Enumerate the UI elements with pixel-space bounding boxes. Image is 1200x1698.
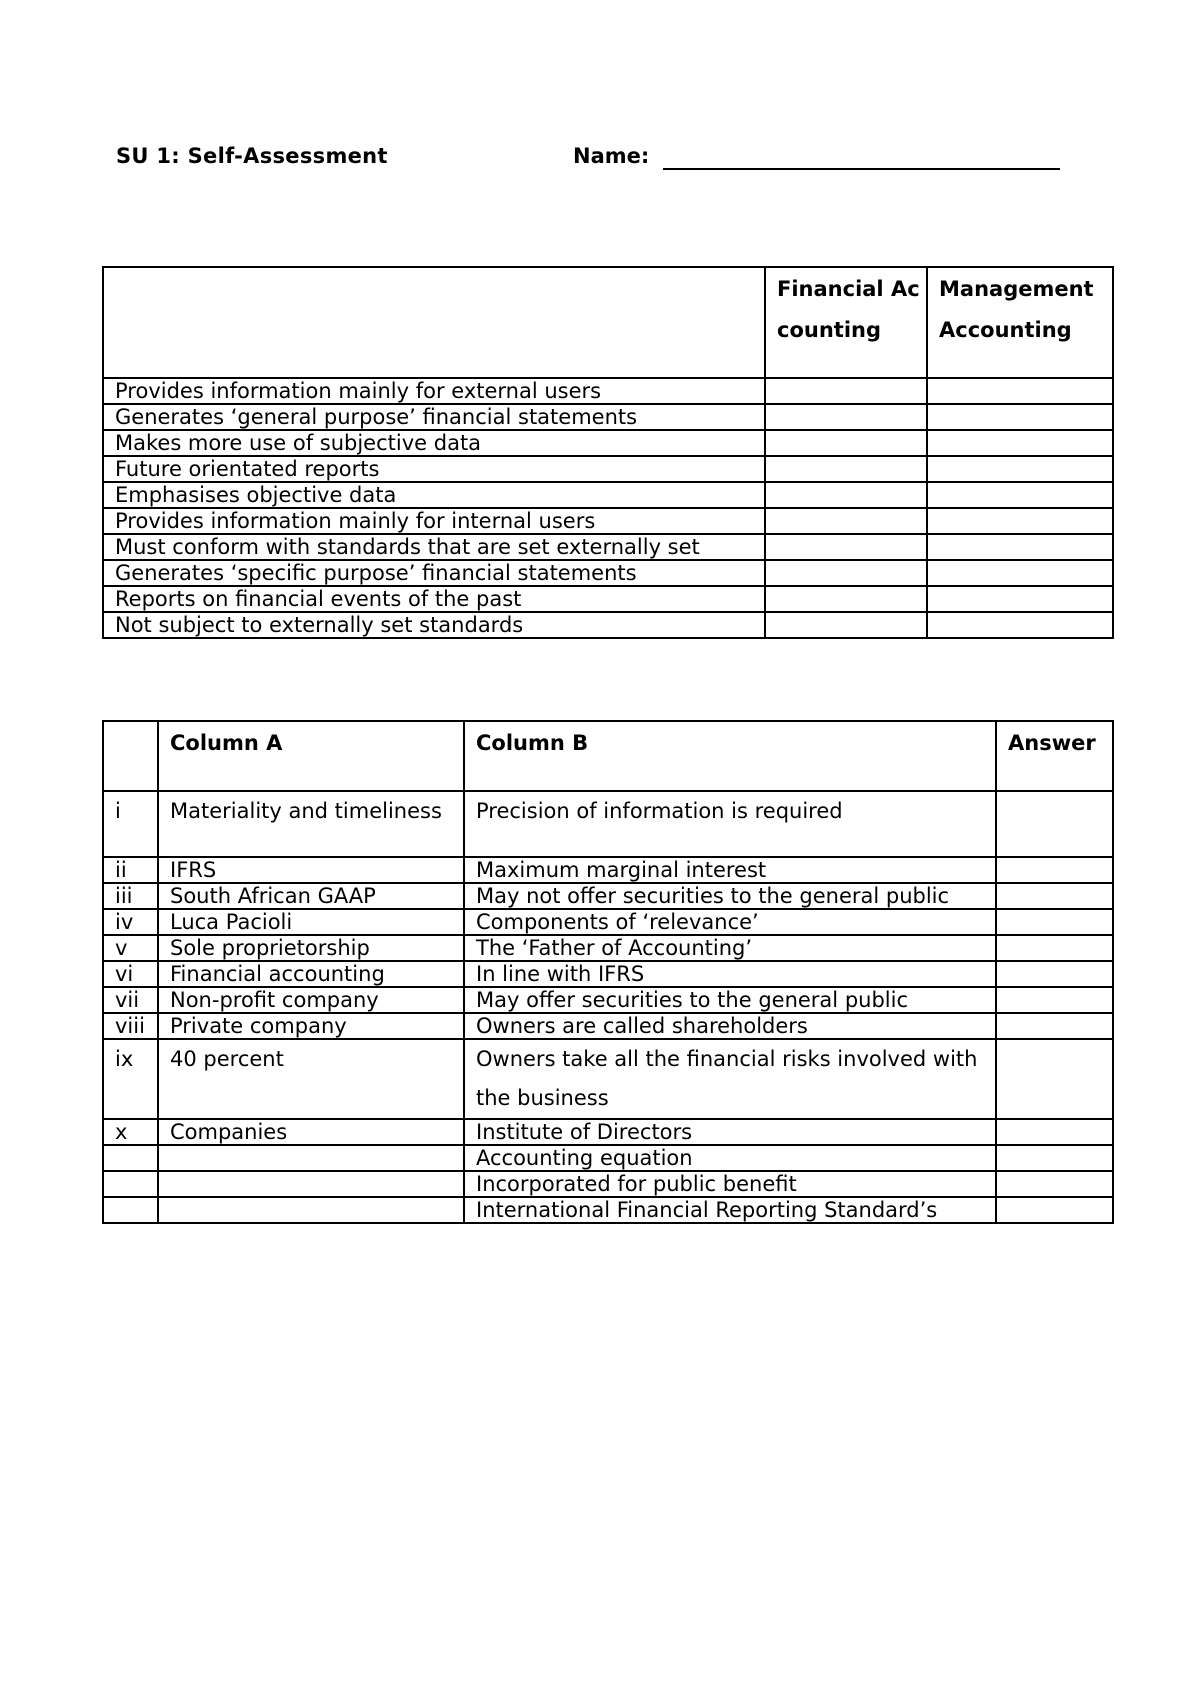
answer-cell[interactable]: [996, 791, 1113, 857]
answer-cell[interactable]: [996, 909, 1113, 935]
table-row: [103, 378, 1113, 404]
table-row: [103, 987, 1113, 1013]
answer-cell[interactable]: [996, 1197, 1113, 1223]
management-accounting-answer-cell[interactable]: [927, 456, 1113, 482]
table-row: [103, 961, 1113, 987]
row-number-cell: vi: [103, 961, 158, 987]
table-row: [103, 1145, 1113, 1171]
management-accounting-answer-cell[interactable]: [927, 534, 1113, 560]
column-b-cell: Incorporated for public benefit: [464, 1171, 996, 1197]
financial-accounting-answer-cell[interactable]: [765, 586, 927, 612]
financial-accounting-answer-cell[interactable]: [765, 404, 927, 430]
table-row: [103, 482, 1113, 508]
table-row: [103, 586, 1113, 612]
name-label: Name:: [573, 144, 650, 168]
financial-accounting-answer-cell[interactable]: [765, 534, 927, 560]
column-b-cell: Maximum marginal interest: [464, 857, 996, 883]
row-number-cell: viii: [103, 1013, 158, 1039]
table-row: [103, 456, 1113, 482]
table-header-row: [103, 721, 1113, 791]
column-b-cell: Components of ‘relevance’: [464, 909, 996, 935]
financial-accounting-answer-cell[interactable]: [765, 456, 927, 482]
column-b-cell: May offer securities to the general public: [464, 987, 996, 1013]
table-row: [103, 791, 1113, 857]
management-accounting-answer-cell[interactable]: [927, 508, 1113, 534]
table-row: [103, 1197, 1113, 1223]
column-b-cell: Owners take all the financial risks involved with the business: [464, 1039, 996, 1119]
statement-cell: Generates ‘specific purpose’ financial statements: [103, 560, 765, 586]
column-b-cell: The ‘Father of Accounting’: [464, 935, 996, 961]
column-a-cell: South African GAAP: [158, 883, 464, 909]
answer-cell[interactable]: [996, 935, 1113, 961]
statement-cell: Future orientated reports: [103, 456, 765, 482]
answer-cell[interactable]: [996, 1013, 1113, 1039]
statement-cell: Emphasises objective data: [103, 482, 765, 508]
matching-table: [102, 720, 1114, 1224]
accounting-comparison-table: [102, 266, 1114, 639]
table-row: [103, 883, 1113, 909]
column-a-cell: Financial accounting: [158, 961, 464, 987]
row-number-cell: x: [103, 1119, 158, 1145]
statement-cell: Provides information mainly for external users: [103, 378, 765, 404]
financial-accounting-answer-cell[interactable]: [765, 430, 927, 456]
column-a-cell: [158, 1197, 464, 1223]
header-column-a: Column A: [158, 721, 464, 791]
header-number: [103, 721, 158, 791]
column-a-cell: [158, 1171, 464, 1197]
column-a-cell: Materiality and timeliness: [158, 791, 464, 857]
table-row: [103, 404, 1113, 430]
column-b-cell: May not offer securities to the general public: [464, 883, 996, 909]
statement-cell: Makes more use of subjective data: [103, 430, 765, 456]
statement-cell: Not subject to externally set standards: [103, 612, 765, 638]
financial-accounting-answer-cell[interactable]: [765, 508, 927, 534]
table-row: [103, 508, 1113, 534]
table-row: [103, 430, 1113, 456]
column-a-cell: Luca Pacioli: [158, 909, 464, 935]
row-number-cell: i: [103, 791, 158, 857]
statement-cell: Must conform with standards that are set externally set: [103, 534, 765, 560]
financial-accounting-answer-cell[interactable]: [765, 612, 927, 638]
management-accounting-answer-cell[interactable]: [927, 378, 1113, 404]
header-management-accounting: Management Accounting: [927, 267, 1113, 378]
header-answer: Answer: [996, 721, 1113, 791]
column-a-cell: IFRS: [158, 857, 464, 883]
management-accounting-answer-cell[interactable]: [927, 586, 1113, 612]
table-row: [103, 909, 1113, 935]
financial-accounting-answer-cell[interactable]: [765, 482, 927, 508]
management-accounting-answer-cell[interactable]: [927, 430, 1113, 456]
row-number-cell: [103, 1197, 158, 1223]
answer-cell[interactable]: [996, 857, 1113, 883]
financial-accounting-answer-cell[interactable]: [765, 560, 927, 586]
table-row: [103, 560, 1113, 586]
page-header: [116, 144, 1076, 178]
column-a-cell: 40 percent: [158, 1039, 464, 1119]
column-b-cell: In line with IFRS: [464, 961, 996, 987]
row-number-cell: v: [103, 935, 158, 961]
header-column-b: Column B: [464, 721, 996, 791]
answer-cell[interactable]: [996, 961, 1113, 987]
table-row: [103, 534, 1113, 560]
header-statement: [103, 267, 765, 378]
column-b-cell: Institute of Directors: [464, 1119, 996, 1145]
management-accounting-answer-cell[interactable]: [927, 482, 1113, 508]
page-title: SU 1: Self-Assessment: [116, 144, 388, 168]
row-number-cell: ix: [103, 1039, 158, 1119]
answer-cell[interactable]: [996, 1145, 1113, 1171]
table-header-row: [103, 267, 1113, 378]
row-number-cell: iv: [103, 909, 158, 935]
answer-cell[interactable]: [996, 1039, 1113, 1119]
name-field-line[interactable]: [663, 168, 1060, 170]
column-a-cell: Non-profit company: [158, 987, 464, 1013]
answer-cell[interactable]: [996, 987, 1113, 1013]
answer-cell[interactable]: [996, 883, 1113, 909]
management-accounting-answer-cell[interactable]: [927, 612, 1113, 638]
management-accounting-answer-cell[interactable]: [927, 404, 1113, 430]
table-row: [103, 1039, 1113, 1119]
table-row: [103, 612, 1113, 638]
column-a-cell: Private company: [158, 1013, 464, 1039]
row-number-cell: ii: [103, 857, 158, 883]
row-number-cell: [103, 1145, 158, 1171]
column-a-cell: Companies: [158, 1119, 464, 1145]
answer-cell[interactable]: [996, 1171, 1113, 1197]
financial-accounting-answer-cell[interactable]: [765, 378, 927, 404]
management-accounting-answer-cell[interactable]: [927, 560, 1113, 586]
column-b-cell: International Financial Reporting Standard’s: [464, 1197, 996, 1223]
column-b-cell: Owners are called shareholders: [464, 1013, 996, 1039]
table-row: [103, 935, 1113, 961]
table-row: [103, 1171, 1113, 1197]
column-b-cell: Precision of information is required: [464, 791, 996, 857]
row-number-cell: [103, 1171, 158, 1197]
row-number-cell: iii: [103, 883, 158, 909]
column-a-cell: [158, 1145, 464, 1171]
column-a-cell: Sole proprietorship: [158, 935, 464, 961]
header-financial-accounting: Financial Accounting: [765, 267, 927, 378]
row-number-cell: vii: [103, 987, 158, 1013]
statement-cell: Provides information mainly for internal users: [103, 508, 765, 534]
statement-cell: Reports on financial events of the past: [103, 586, 765, 612]
table-row: [103, 857, 1113, 883]
statement-cell: Generates ‘general purpose’ financial statements: [103, 404, 765, 430]
table-row: [103, 1119, 1113, 1145]
column-b-cell: Accounting equation: [464, 1145, 996, 1171]
answer-cell[interactable]: [996, 1119, 1113, 1145]
table-row: [103, 1013, 1113, 1039]
